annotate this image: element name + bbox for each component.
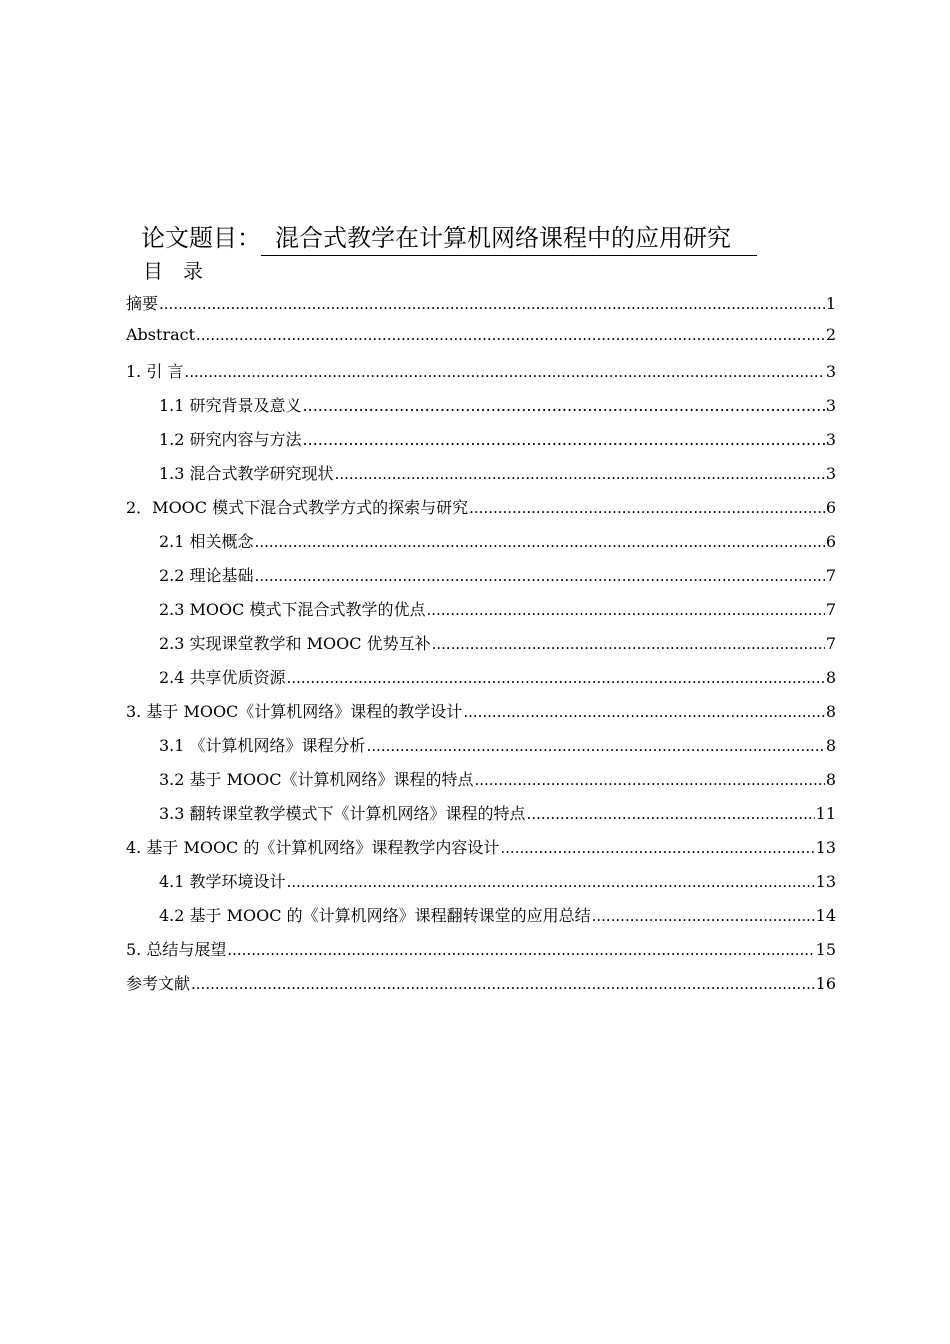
toc-entry-page: 1 [825,294,836,313]
toc-entry-text: 3.2 基于 MOOC《计算机网络》课程的特点 [159,770,474,789]
toc-entry[interactable] [126,495,836,518]
toc-entry-text: 1. 引 言 [126,362,184,381]
toc-entry-text: 2．MOOC 模式下混合式教学方式的探索与研究 [126,498,469,517]
toc-entry[interactable] [159,631,836,654]
toc-entry-page: 13 [815,872,836,891]
toc-entry-page: 3 [825,464,836,483]
toc-entry-text: 4. 基于 MOOC 的《计算机网络》课程教学内容设计 [126,838,500,857]
toc-entry-page: 11 [815,804,836,823]
toc-entry[interactable] [126,971,836,994]
toc-entry-page: 16 [815,974,836,993]
thesis-title-label: 论文题目： [141,224,261,252]
toc-entry[interactable] [159,801,836,824]
toc-entry[interactable] [126,359,836,382]
thesis-title-value: 混合式教学在计算机网络课程中的应用研究 [261,223,757,256]
toc-entry[interactable] [159,903,836,926]
toc-entry[interactable] [159,563,836,586]
toc-entry-page: 13 [815,838,836,857]
toc-entry-text: 5. 总结与展望 [126,940,227,959]
toc-entry[interactable] [159,869,836,892]
toc-entry-page: 7 [825,600,836,619]
toc-entry[interactable] [126,835,836,858]
toc-entry-page: 8 [825,770,836,789]
toc-entry-page: 3 [825,430,836,449]
toc-entry-text: 3.1 《计算机网络》课程分析 [159,736,366,755]
toc-entry[interactable] [159,665,836,688]
toc-entry-text: 摘要 [126,294,159,313]
toc-entry[interactable] [159,733,836,756]
toc-entry-text: 2.3 MOOC 模式下混合式教学的优点 [159,600,426,619]
toc-entry-text: 1.2 研究内容与方法 [159,430,302,449]
toc-entry-page: 3 [825,396,836,415]
toc-entry-text: 3.3 翻转课堂教学模式下《计算机网络》课程的特点 [159,804,526,823]
toc-entry[interactable] [126,325,836,344]
toc-entry-text: 参考文献 [126,974,191,993]
toc-entry-page: 14 [815,906,836,925]
toc-entry-text: 4.2 基于 MOOC 的《计算机网络》课程翻转课堂的应用总结 [159,906,591,925]
toc-entry-text: 2.2 理论基础 [159,566,254,585]
toc-entry-text: 1.1 研究背景及意义 [159,396,302,415]
toc-entry-text: 2.4 共享优质资源 [159,668,286,687]
toc-entry-page: 8 [825,668,836,687]
toc-entry[interactable] [159,529,836,552]
toc-entry[interactable] [126,699,836,722]
toc-entry[interactable] [159,767,836,790]
toc-entry[interactable] [159,427,836,450]
toc-entry-page: 6 [825,532,836,551]
toc-entry-text: 3. 基于 MOOC《计算机网络》课程的教学设计 [126,702,463,721]
thesis-title [141,218,757,256]
toc-entry-page: 8 [825,702,836,721]
toc-entry[interactable] [159,393,836,416]
toc-entry-page: 7 [825,566,836,585]
toc-entry[interactable] [126,937,836,960]
toc-heading: 目录 [143,259,223,283]
toc-entry-page: 8 [825,736,836,755]
toc-entry-page: 6 [825,498,836,517]
toc-entry-page: 15 [815,940,836,959]
toc-entry[interactable] [159,597,836,620]
toc-entry-text: 2.1 相关概念 [159,532,254,551]
toc-entry[interactable] [159,461,836,484]
toc-entry-text: 4.1 教学环境设计 [159,872,286,891]
toc-entry-page: 2 [825,325,836,344]
toc-entry-text: 1.3 混合式教学研究现状 [159,464,334,483]
toc-entry-page: 7 [825,634,836,653]
toc-entry-page: 3 [825,362,836,381]
toc-entry-text: Abstract [126,325,196,344]
toc-entry-text: 2.3 实现课堂教学和 MOOC 优势互补 [159,634,431,653]
toc-entry[interactable] [126,291,836,314]
